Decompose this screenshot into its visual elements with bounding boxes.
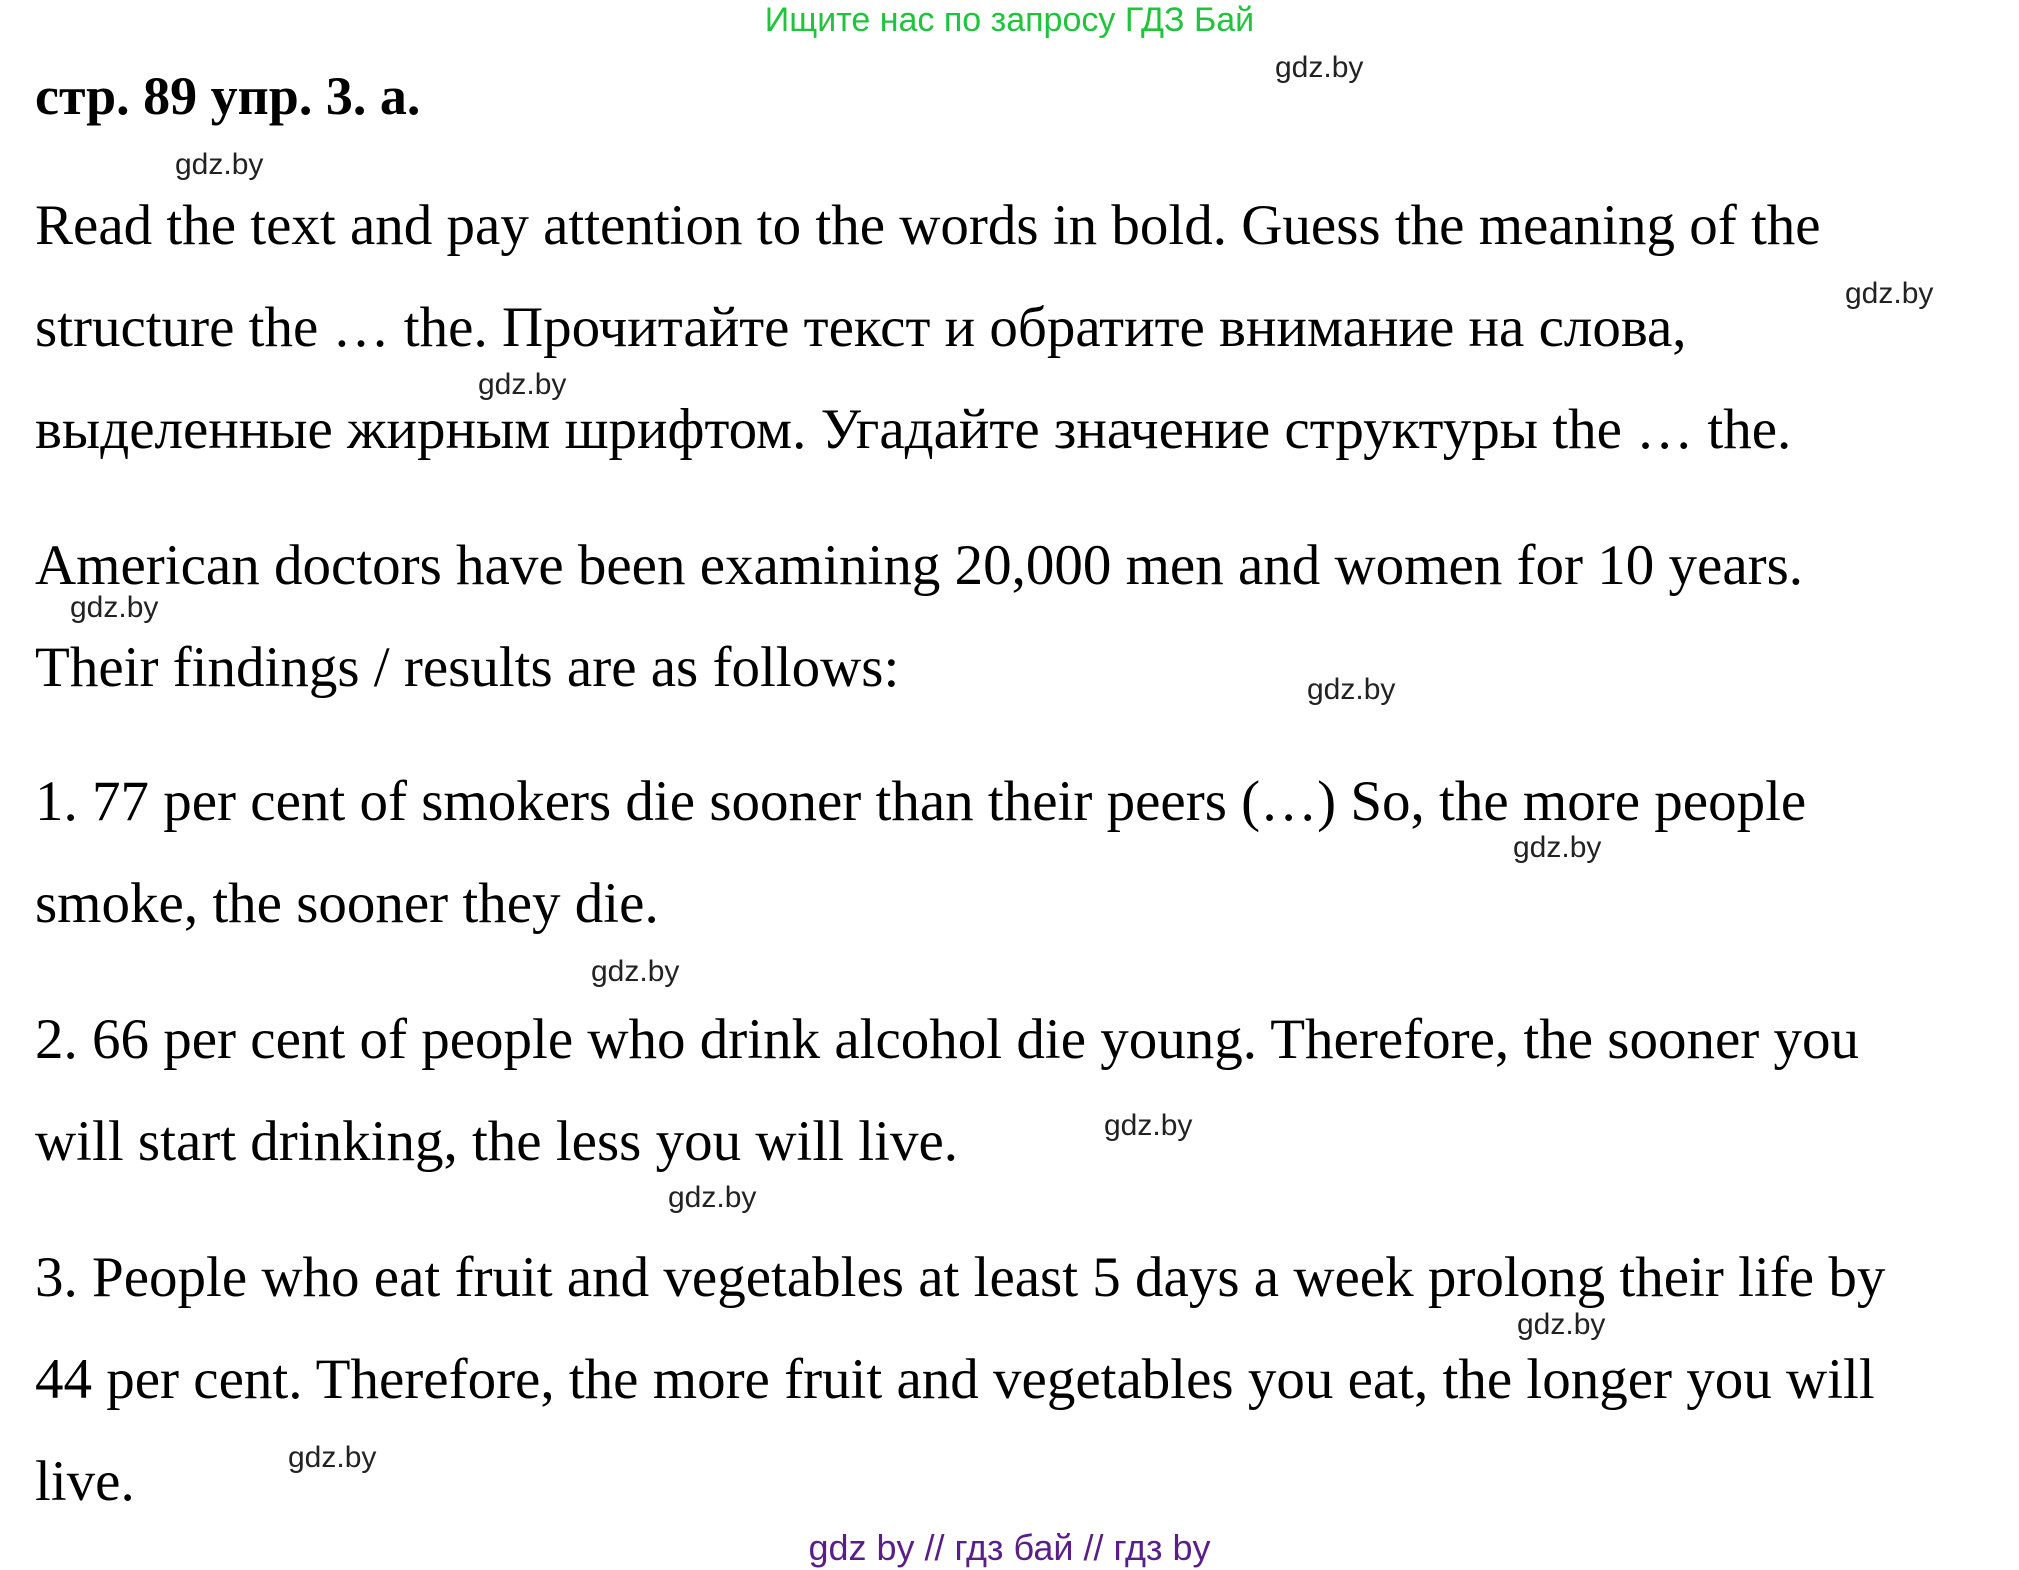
watermark: gdz.by	[668, 1181, 757, 1214]
watermark: gdz.by	[478, 368, 567, 401]
watermark: gdz.by	[1845, 277, 1934, 310]
instruction-line: Read the text and pay attention to the words in bold. Guess the meaning of the	[35, 194, 1821, 257]
watermark: gdz.by	[591, 955, 680, 988]
watermark: gdz.by	[1104, 1109, 1193, 1142]
list-item-line: 1. 77 per cent of smokers die sooner than their peers (…) So, the more people	[35, 770, 1807, 833]
watermark: gdz.by	[288, 1441, 377, 1474]
watermark: gdz.by	[70, 591, 159, 624]
watermark: gdz.by	[1275, 51, 1364, 84]
list-item-line: live.	[35, 1450, 135, 1513]
footer-text: gdz by // гдз бай // гдз by	[808, 1527, 1211, 1568]
watermark: gdz.by	[1517, 1308, 1606, 1341]
list-item-line: smoke, the sooner they die.	[35, 872, 659, 935]
instruction-line: выделенные жирным шрифтом. Угадайте значение структуры the … the.	[35, 398, 1792, 461]
instruction-line: structure the … the. Прочитайте текст и обратите внимание на слова,	[35, 296, 1687, 359]
intro-line: Their findings / results are as follows:	[35, 636, 900, 699]
intro-line: American doctors have been examining 20,000 men and women for 10 years.	[35, 534, 1804, 597]
watermark: gdz.by	[1513, 831, 1602, 864]
watermark: gdz.by	[1307, 673, 1396, 706]
list-item-line: will start drinking, the less you will live.	[35, 1110, 958, 1173]
exercise-title: стр. 89 упр. 3. a.	[35, 66, 421, 126]
watermark: gdz.by	[175, 148, 264, 181]
list-item-line: 44 per cent. Therefore, the more fruit and vegetables you eat, the longer you will	[35, 1348, 1875, 1411]
banner-text: Ищите нас по запросу ГДЗ Бай	[764, 1, 1255, 39]
list-item-line: 3. People who eat fruit and vegetables at least 5 days a week prolong their life by	[35, 1246, 1886, 1309]
list-item-line: 2. 66 per cent of people who drink alcohol die young. Therefore, the sooner you	[35, 1008, 1859, 1071]
